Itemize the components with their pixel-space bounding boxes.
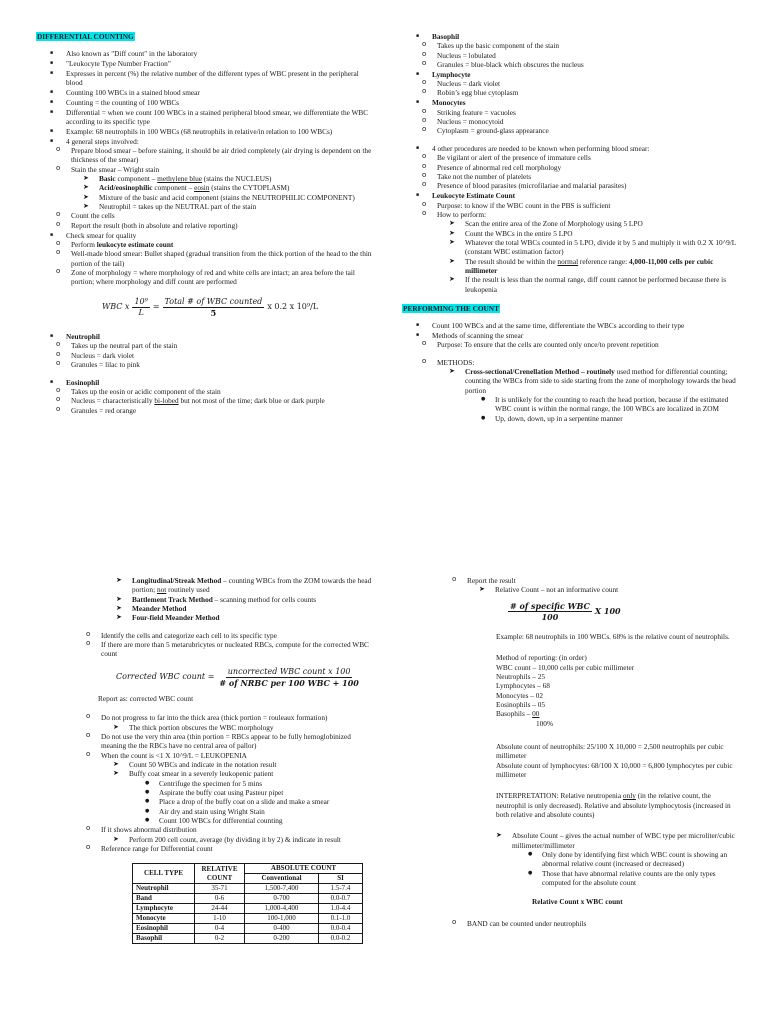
text: not xyxy=(156,585,167,595)
list-item: o Granules = lilac to pink xyxy=(36,360,372,369)
list-item: o Nucleus = monocytoid xyxy=(402,117,740,126)
list-item: ■ Counting = the counting of 100 WBCs xyxy=(36,98,372,107)
sub-list xyxy=(101,835,372,844)
report-as: Report as: corrected WBC count xyxy=(98,694,194,704)
list-item: ● Up, down, down, up in a serpentine manner xyxy=(465,414,740,423)
list-item: ● It is unlikely for the counting to reach the head portion, because if the estimated WBC count is within the normal range, the 100 WBCs are localized in ZOM xyxy=(465,395,740,414)
list-item: ➤ Count the WBCs in the entire 5 LPO xyxy=(437,229,740,238)
list-item: o Robin’s egg blue cytoplasm xyxy=(402,88,740,97)
how-steps xyxy=(437,219,740,294)
lymphocyte-title: Lymphocyte xyxy=(432,69,471,79)
list-item: o Report the result (both in absolute and relative reporting) xyxy=(36,221,372,230)
text: Cross-sectional/Crenellation Method – routinely xyxy=(465,367,615,376)
text: bi-lobed xyxy=(154,396,179,406)
denominator: # of NRBC per 100 WBC + 100 xyxy=(219,677,359,688)
methods-scanning-label: Methods of scanning the smear xyxy=(432,331,524,341)
list-item: o BAND can be counted under neutrophils xyxy=(432,919,738,928)
numerator: Total # of WBC counted xyxy=(163,297,265,308)
list-item xyxy=(66,825,372,844)
list-item xyxy=(402,98,740,135)
list-item: ■ Differential = when we count 100 WBCs in a stained peripheral blood smear, we differentiate the WBC according to its specific type xyxy=(36,108,372,127)
list-item: o Purpose: to know if the WBC count in the PBS is sufficient xyxy=(402,201,740,210)
list-item: ● Only done by identifying first which WBC count is showing an abnormal relative count (increased or decreased) xyxy=(512,850,738,869)
left-bottom-column xyxy=(36,576,372,944)
table-row xyxy=(133,904,363,914)
list-item: o Do not use the very thin area (thin portion = RBCs appear to be fully hemoglobinized meaning the the RBCs have no central area of pallor) xyxy=(66,732,372,751)
denominator: 5 xyxy=(210,307,217,318)
basic-label: Basic xyxy=(99,174,116,184)
check-smear-list xyxy=(36,240,372,287)
lymphocyte-details xyxy=(402,79,740,98)
list-item: ● Air dry and stain using Wright Stain xyxy=(129,807,372,816)
formula-fraction xyxy=(163,297,265,318)
text: Lymphocytes – 68 xyxy=(496,681,550,691)
numerator: uncorrected WBC count x 100 xyxy=(226,667,353,678)
basophil-title: Basophil xyxy=(432,32,460,41)
list-item: o Nucleus = lobulated xyxy=(402,51,740,60)
procedures-list xyxy=(402,144,740,294)
text: only xyxy=(622,791,636,801)
text: – counting WBCs from the ZOM towards the head portion; xyxy=(132,576,372,595)
absolute-neutrophils: Absolute count of neutrophils: 25/100 X 10,000 = 2,500 neutrophils per cubic millimeter xyxy=(496,742,724,761)
cell: 0-6 xyxy=(195,894,245,904)
list-item: ➤ Perform 200 cell count, average (by dividing it by 2) & indicate in result xyxy=(101,835,372,844)
text: Absolute Count – gives the actual number of WBC type per microliter/cubic millimeter/millimeter xyxy=(512,831,735,850)
text: Perform xyxy=(71,239,97,249)
list-item xyxy=(432,576,738,595)
other-methods-list xyxy=(104,576,372,623)
list-item: ● Aspirate the buffy coat using Pasteur pipet xyxy=(129,788,372,797)
identify-list xyxy=(66,631,372,659)
cell: 0-700 xyxy=(245,894,319,904)
text: (in the relative count, the neutrophil is only decreased). Relative and absolute lymphocytosis (increased in both relative and absolute counts) xyxy=(496,791,731,820)
list-item: ■ Counting 100 WBCs in a stained blood smear xyxy=(36,88,372,97)
formula-text: x 0.2 x 10⁹/L xyxy=(267,302,319,312)
text: The result should be within the xyxy=(465,256,558,266)
scanning-details xyxy=(402,340,740,423)
list-item: o Presence of blood parasites (microfilariae and malarial parasites) xyxy=(402,181,740,190)
text: component – xyxy=(152,183,195,193)
list-item xyxy=(36,137,372,230)
table-row xyxy=(133,894,363,904)
list-item: ➤ If the result is less than the normal range, diff count cannot be performed because there is leukopenia xyxy=(437,275,740,294)
procedures-intro: 4 other procedures are needed to be known when performing blood smear: xyxy=(432,144,650,154)
section-title-differential-counting: DIFFERENTIAL COUNTING xyxy=(37,32,134,41)
text: routinely used xyxy=(166,585,210,595)
list-item: o Purpose: To ensure that the cells are counted only once/to prevent repetition xyxy=(402,340,740,349)
table-row xyxy=(133,934,363,944)
text: Monocytes – 02 xyxy=(496,690,544,700)
text: 100% xyxy=(536,718,554,728)
methods-list xyxy=(437,367,740,423)
corrected-wbc-formula xyxy=(116,667,372,688)
list-item xyxy=(36,332,372,369)
list-item: o Identify the cells and categorize each cell to its specific type xyxy=(66,631,372,640)
cell: 35-71 xyxy=(195,884,245,894)
list-item: o Takes up the basic component of the stain xyxy=(402,41,740,50)
list-item: o Reference range for Differential count xyxy=(66,844,372,853)
text: Meander Method xyxy=(132,603,187,613)
cell: 1.0-4.4 xyxy=(319,904,363,914)
text: (stains the NUCLEUS) xyxy=(201,174,272,184)
example-text: Example: 68 neutrophils in 100 WBCs. 68% is the relative count of neutrophils. xyxy=(496,632,730,642)
text: used method for differential counting; counting the WBCs from side to side starting from the zone of morphology towards the head portion xyxy=(465,367,736,395)
numerator: 10⁹ xyxy=(132,297,149,308)
cell-types-list xyxy=(402,32,740,136)
list-item: ■ Also known as "Diff count" in the laboratory xyxy=(36,49,372,58)
text: but not most of the time; dark blue or dark purple xyxy=(178,396,325,406)
absolute-formula: Relative Count x WBC count xyxy=(532,897,623,907)
list-item: ■ Example: 68 neutrophils in 100 WBCs (68 neutrophils in relative/in relation to 100 WBCs) xyxy=(36,127,372,136)
list-item: ➤ Count 50 WBCs and indicate in the notation result xyxy=(101,760,372,769)
list-item: o Count the cells xyxy=(36,211,372,220)
list-item: ■ Count 100 WBCs and at the same time, differentiate the WBCs according to their type xyxy=(402,321,740,330)
basophil-details xyxy=(402,41,740,69)
text: Method of reporting: (in order) xyxy=(496,653,587,663)
cell: 0.0-0.7 xyxy=(319,894,363,904)
cell: Lymphocyte xyxy=(133,904,195,914)
monocytes-title: Monocytes xyxy=(432,98,466,108)
list-item: ■ Expresses in percent (%) the relative number of the different types of WBC present in the peripheral blood xyxy=(36,69,372,88)
header-cell-type: CELL TYPE xyxy=(133,864,195,884)
left-top-column xyxy=(36,32,372,416)
list-item xyxy=(66,713,372,732)
list-item xyxy=(402,32,740,69)
header-conventional: Conventional xyxy=(245,874,319,884)
list-item: ■ "Leukocyte Type Number Fraction" xyxy=(36,59,372,68)
neutrophil-list xyxy=(36,332,372,369)
header-absolute: ABSOLUTE COUNT xyxy=(245,864,363,874)
wbc-estimate-formula xyxy=(102,297,372,318)
stain-step: Stain the smear – Wright stain xyxy=(71,164,160,174)
monocytes-details xyxy=(402,108,740,136)
cell: 24-44 xyxy=(195,904,245,914)
procedures-details xyxy=(402,153,740,190)
cell: 1.5-7.4 xyxy=(319,884,363,894)
acid-label: Acid/eosinophilic xyxy=(99,183,153,193)
neutrophil-details xyxy=(36,341,372,369)
denominator: 100 xyxy=(541,611,559,622)
list-item xyxy=(36,165,372,212)
text: Battlement Track Method xyxy=(132,594,213,604)
sub-list xyxy=(101,723,372,732)
band-list xyxy=(432,919,738,928)
interpretation xyxy=(496,791,738,819)
text: INTERPRETATION: Relative neutropenia xyxy=(496,791,623,801)
list-item: o Granules = red orange xyxy=(36,406,372,415)
right-bottom-body xyxy=(432,632,738,819)
text: Longitudinal/Streak Method xyxy=(132,576,222,585)
list-item xyxy=(402,358,740,423)
formula-fraction xyxy=(508,601,592,622)
list-item: ➤ Relative Count – not an informative count xyxy=(467,585,738,594)
text xyxy=(496,709,738,718)
absolute-lymphocytes: Absolute count of lymphocytes: 68/100 X 10,000 = 6,800 lymphocytes per cubic millimeter xyxy=(496,760,733,780)
list-item xyxy=(104,613,372,622)
list-item: ● Centrifuge the specimen for 5 mins xyxy=(129,779,372,788)
cell: 1,500-7,400 xyxy=(245,884,319,894)
right-bottom-column xyxy=(432,576,738,928)
list-item xyxy=(437,257,740,276)
list-item: o Presence of abnormal red cell morphology xyxy=(402,163,740,172)
header-si: SI xyxy=(319,874,363,884)
general-steps-label: 4 general steps involved: xyxy=(66,136,139,146)
list-item xyxy=(402,191,740,294)
text: Neutrophils – 25 xyxy=(496,672,546,682)
text: When the count is <1 X 10^9/L = LEUKOPENIA xyxy=(101,750,247,760)
numerator: # of specific WBC xyxy=(510,600,590,611)
lec-details xyxy=(402,201,740,294)
list-item xyxy=(36,378,372,415)
list-item xyxy=(484,831,738,887)
text: reference range: xyxy=(578,256,629,266)
cell: Neutrophil xyxy=(133,884,195,894)
formula-text: = xyxy=(152,302,160,312)
list-item: o Zone of morphology = where morphology of red and white cells are intact; an area before the tail portion; where morphology and diff count are performed xyxy=(36,268,372,287)
cell: Eosinophil xyxy=(133,924,195,934)
table-row xyxy=(133,884,363,894)
text: WBC count – 10,000 cells per cubic millimeter xyxy=(496,662,635,672)
performing-list xyxy=(402,321,740,423)
formula-fraction xyxy=(217,667,360,688)
formula-text: X 100 xyxy=(594,606,621,617)
list-item xyxy=(104,576,372,595)
section-title-performing-count: PERFORMING THE COUNT xyxy=(403,303,499,313)
list-item: o Cytoplasm = ground-glass appearance xyxy=(402,126,740,135)
text: methylene blue xyxy=(157,174,202,184)
method-of-reporting xyxy=(496,653,738,728)
list-item xyxy=(402,210,740,294)
list-item xyxy=(402,144,740,191)
sub-list xyxy=(467,585,738,594)
list-item: o Take not the number of platelets xyxy=(402,172,740,181)
cell: 0-200 xyxy=(245,934,319,944)
list-item: ● Count 100 WBCs for differential counting xyxy=(129,816,372,825)
list-item: o Granules = blue-black which obscures the nucleus xyxy=(402,60,740,69)
cell: 1-10 xyxy=(195,914,245,924)
absolute-count-list xyxy=(484,831,738,887)
list-item: o Striking feature = vacuoles xyxy=(402,108,740,117)
list-item: ➤ Whatever the total WBCs counted in 5 LPO, divide it by 5 and multiply it with 0.2 X 10^9/L (constant WBC estimation factor) xyxy=(437,238,740,257)
check-smear-label: Check smear for quality xyxy=(66,230,137,240)
stain-components-list xyxy=(71,174,372,211)
table-row xyxy=(133,924,363,934)
sub-list xyxy=(101,760,372,825)
cell: Band xyxy=(133,894,195,904)
list-item: o Nucleus = dark violet xyxy=(402,79,740,88)
text: If it shows abnormal distribution xyxy=(101,825,197,835)
eosinophil-list xyxy=(36,378,372,415)
list-item xyxy=(104,595,372,604)
list-item: o Takes up the eosin or acidic component of the stain xyxy=(36,387,372,396)
cell: 0-4 xyxy=(195,924,245,934)
list-item: ● Place a drop of the buffy coat on a slide and make a smear xyxy=(129,797,372,806)
neutrophil-title: Neutrophil xyxy=(66,332,100,341)
text: eosin xyxy=(194,183,210,193)
cell: 0.1-1.0 xyxy=(319,914,363,924)
list-item: ➤ Mixture of the basic and acid component (stains the NEUTROPHILIC COMPONENT) xyxy=(71,193,372,202)
text: – scanning method for cells counts xyxy=(212,594,317,604)
precautions-list xyxy=(66,713,372,853)
list-item: o Takes up the neutral part of the stain xyxy=(36,341,372,350)
list-item: o Prepare blood smear – before staining, it should be air dried completely (air drying is dependent on the thickness of the smear) xyxy=(36,146,372,165)
text: leukocyte estimate count xyxy=(96,239,174,249)
general-steps-list xyxy=(36,146,372,230)
text: Basophils – xyxy=(496,709,533,719)
text: Do not progress to far into the thick area (thick portion = rouleaux formation) xyxy=(101,713,328,723)
crenellation-details xyxy=(465,395,740,423)
list-item: ➤ The thick portion obscures the WBC morphology xyxy=(101,723,372,732)
text: normal xyxy=(557,256,579,266)
list-item: o If there are more than 5 metarubricytes or nucleated RBCs, compute for the corrected WBC count xyxy=(66,640,372,659)
eosinophil-title: Eosinophil xyxy=(66,377,100,387)
cell: 0-400 xyxy=(245,924,319,934)
text: 4,000-11,000 cells per cubic millimeter xyxy=(465,256,714,275)
list-item: o Well-made blood smear: Bullet shaped (gradual transition from the thick portion of the head to the thin portion of the tail) xyxy=(36,249,372,268)
cell: 0.0-0.2 xyxy=(319,934,363,944)
list-item xyxy=(36,240,372,249)
leukocyte-estimate-title: Leukocyte Estimate Count xyxy=(432,191,516,201)
list-item xyxy=(66,751,372,826)
text: Buffy coat smear in a severely leukopenic patient xyxy=(129,769,274,779)
formula-text: WBC x xyxy=(102,302,130,312)
right-top-column xyxy=(402,32,740,423)
list-item xyxy=(402,70,740,98)
formula-fraction xyxy=(132,297,149,318)
text: component – xyxy=(115,174,158,184)
list-item: o Be vigilant or alert of the presence of immature cells xyxy=(402,153,740,162)
text: Nucleus = characteristically xyxy=(71,396,155,406)
eosinophil-details xyxy=(36,387,372,415)
list-item xyxy=(104,604,372,613)
header-relative: RELATIVE COUNT xyxy=(195,864,245,884)
cell: 1,000-4,400 xyxy=(245,904,319,914)
list-item: ➤ Neutrophil = takes up the NEUTRAL part of the stain xyxy=(71,202,372,211)
methods-label: METHODS: xyxy=(437,357,475,367)
list-item xyxy=(36,396,372,405)
how-label: How to perform: xyxy=(437,209,487,219)
list-item xyxy=(36,231,372,287)
relative-count-formula xyxy=(508,601,738,622)
reference-range-table xyxy=(132,863,363,944)
list-item xyxy=(71,174,372,183)
formula-text: Corrected WBC count = xyxy=(116,672,215,682)
list-item xyxy=(402,331,740,423)
cell: Monocyte xyxy=(133,914,195,924)
diff-count-list xyxy=(36,49,372,286)
list-item xyxy=(71,183,372,192)
text: Eosinophils – 05 xyxy=(496,700,546,710)
cell: 0-2 xyxy=(195,934,245,944)
cell: Basophil xyxy=(133,934,195,944)
table-row xyxy=(133,914,363,924)
list-item: o Nucleus = dark violet xyxy=(36,351,372,360)
denominator: L xyxy=(138,307,144,317)
list-item xyxy=(101,769,372,825)
report-list xyxy=(432,576,738,595)
text: Four-field Meander Method xyxy=(132,613,220,623)
list-item xyxy=(437,367,740,423)
cell: 0.0-0.4 xyxy=(319,924,363,934)
cell: 100-1,000 xyxy=(245,914,319,924)
text: 00 xyxy=(532,709,540,719)
text: (stains the CYTOPLASM) xyxy=(209,183,290,193)
report-label: Report the result xyxy=(467,576,516,585)
list-item: ➤ Scan the entire area of the Zone of Morphology using 5 LPO xyxy=(437,219,740,228)
buffy-coat-steps xyxy=(129,779,372,826)
sub-list xyxy=(512,850,738,887)
list-item: ● Those that have abnormal relative counts are the only types computed for the absolute count xyxy=(512,869,738,888)
